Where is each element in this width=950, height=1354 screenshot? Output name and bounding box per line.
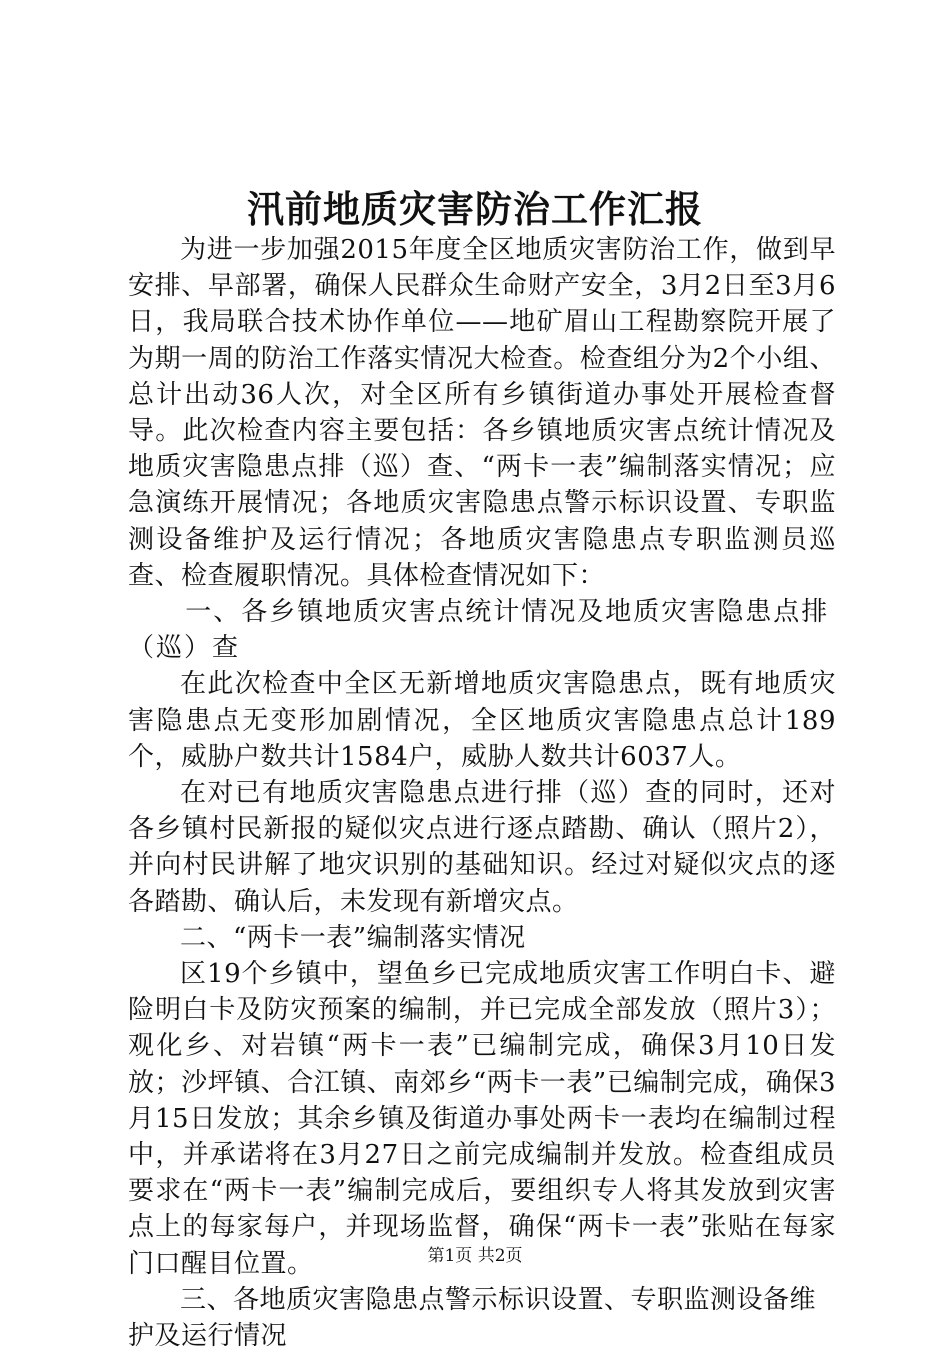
- section-3-heading: 三、各地质灾害隐患点警示标识设置、专职监测设备维护及运行情况: [128, 1284, 817, 1352]
- section-1-paragraph-1: 在此次检查中全区无新增地质灾害隐患点，既有地质灾害隐患点无变形加剧情况，全区地质灾害隐患点总计189个，威胁户数共计1584户，威胁人数共计6037人。: [128, 669, 836, 772]
- intro-paragraph: 为进一步加强2015年度全区地质灾害防治工作，做到早安排、早部署，确保人民群众生命财产安全，3月2日至3月6日，我局联合技术协作单位——地矿眉山工程勘察院开展了为期一周的防治工作落实情况大检查。检查组分为2个小组、总计出动36人次，对全区所有乡镇街道办事处开展检查督导。此次检查内容主要包括：各乡镇地质灾害点统计情况及地质灾害隐患点排（巡）查、“两卡一表”编制落实情况；应急演练开展情况；各地质灾害隐患点警示标识设置、专职监测设备维护及运行情况；各地质灾害隐患点专职监测员巡查、检查履职情况。具体检查情况如下：: [128, 235, 836, 591]
- section-1-heading: 一、各乡镇地质灾害点统计情况及地质灾害隐患点排（巡）查: [128, 597, 830, 664]
- document-title: 汛前地质灾害防治工作汇报: [247, 187, 703, 231]
- document-body: [128, 232, 836, 1354]
- page-number-footer: 第1页 共2页: [427, 1246, 523, 1266]
- section-1-paragraph-2: 在对已有地质灾害隐患点进行排（巡）查的同时，还对各乡镇村民新报的疑似灾点进行逐点踏勘、确认（照片2），并向村民讲解了地灾识别的基础知识。经过对疑似灾点的逐各踏勘、确认后，未发现有新增灾点。: [128, 778, 836, 917]
- section-2-paragraph-1: 区19个乡镇中，望鱼乡已完成地质灾害工作明白卡、避险明白卡及防灾预案的编制，并已完成全部发放（照片3）；观化乡、对岩镇“两卡一表”已编制完成，确保3月10日发放；沙坪镇、合江镇、南郊乡“两卡一表”已编制完成，确保3月15日发放；其余乡镇及街道办事处两卡一表均在编制过程中，并承诺将在3月27日之前完成编制并发放。检查组成员要求在“两卡一表”编制完成后，要组织专人将其发放到灾害点上的每家每户，并现场监督，确保“两卡一表”张贴在每家门口醒目位置。: [128, 959, 836, 1279]
- section-2-heading: 二、“两卡一表”编制落实情况: [180, 922, 526, 953]
